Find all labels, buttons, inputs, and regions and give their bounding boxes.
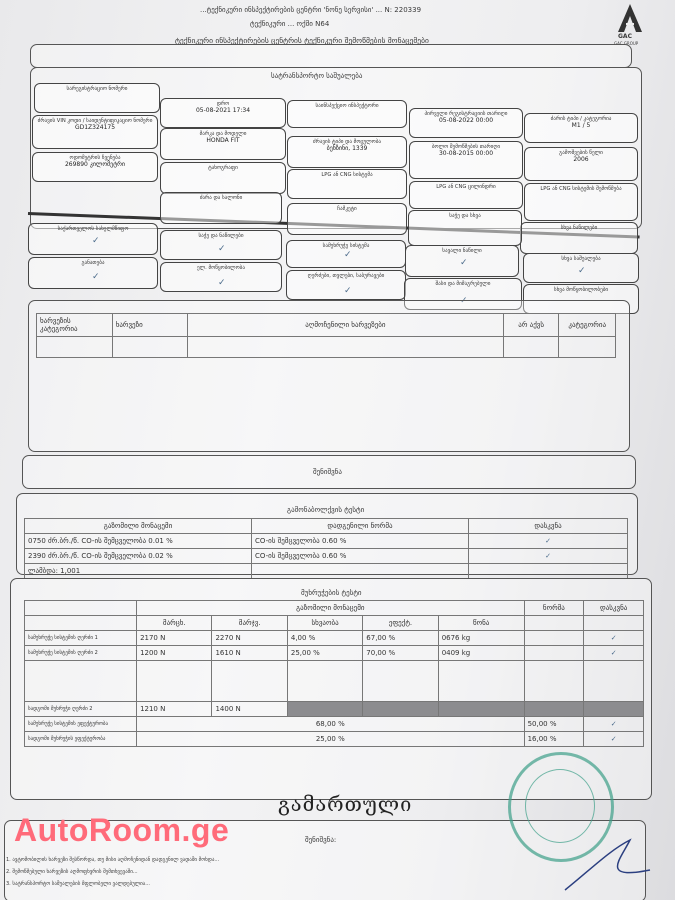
field-manufacture-year: გამოშვების წელი 2006 <box>524 147 638 181</box>
check-b-5: განათება <box>28 257 158 289</box>
brakes-title: მუხრუჭების ტესტი <box>301 589 362 597</box>
signature-icon <box>560 830 660 900</box>
check-c-1: ღერძები, თვლები, საბურავები <box>286 270 406 300</box>
checkmark-icon: ✓ <box>460 296 468 306</box>
check-c-3: სხვა მოწყობილობები <box>523 284 639 314</box>
emissions-row-measured: 0750 ძრ.ბრ./წ. CO-ის შემცველობა 0.01 % <box>25 534 252 549</box>
brakes-row-diff: 25,00 % <box>287 646 362 661</box>
brakes-row-right: 2270 N <box>212 631 287 646</box>
emissions-col-result: დასკვნა <box>469 519 628 534</box>
brakes-total-norm: 50,00 % <box>524 717 584 732</box>
brakes-measured-header: გაზომილი მონაცემი <box>137 601 525 616</box>
checkmark-icon: ✓ <box>469 534 628 549</box>
defects-col-description: აღმოჩენილი ხარვეზები <box>187 314 503 337</box>
brakes-row-label: სამუხრუჭე სისტემის ღერძი 2 <box>25 646 137 661</box>
field-lpg-check: LPG ან CNG სისტემის შემოწმება <box>524 183 638 221</box>
checkmark-icon: ✓ <box>218 244 226 254</box>
brakes-park-norm: 16,00 % <box>524 732 584 747</box>
check-b-1: ძარა და სალონი <box>160 192 282 224</box>
vehicle-section-title: სატრანსპორტო საშუალება <box>271 72 363 80</box>
checkmark-icon: ✓ <box>584 646 644 661</box>
brakes-col-left: მარცხ. <box>137 616 212 631</box>
check-a-4: სავალი ნაწილი <box>405 245 519 277</box>
check-b-4: სხვა საშუალება <box>523 253 639 283</box>
brakes-row-diff: 4,00 % <box>287 631 362 646</box>
field-first-registration: პირველი რეგისტრაციის თარიღი 05-08-2022 00:00 <box>409 108 523 138</box>
brand-sub: GAC GROUP <box>614 41 639 46</box>
check-a-5: სხვა ნაწილები <box>520 222 638 254</box>
brakes-col-result: დასკვნა <box>584 601 644 616</box>
brakes-col-right: მარჯვ. <box>212 616 287 631</box>
autoroom-logo: AutoRoom.ge <box>14 812 230 848</box>
checkmark-icon: ✓ <box>344 250 352 260</box>
brakes-row-left: 1200 N <box>137 646 212 661</box>
emissions-col-norm: დადგენილი ნორმა <box>252 519 469 534</box>
emissions-title: გამონაბოლქვის ტესტი <box>287 506 365 514</box>
gac-logo-icon <box>612 2 648 34</box>
checkmark-icon: ✓ <box>460 258 468 268</box>
brakes-row-label: სამუხრუჭე სისტემის ღერძი 1 <box>25 631 137 646</box>
checkmark-icon: ✓ <box>92 236 100 246</box>
brand-label: GAC <box>618 33 632 40</box>
defects-col-ok: არ აქვს <box>503 314 559 337</box>
brakes-col-norm: ნორმა <box>524 601 584 616</box>
checkmark-icon: ✓ <box>584 717 644 732</box>
brakes-row-eff: 67,00 % <box>363 631 438 646</box>
field-tachograph: ტახოგრაფი <box>160 162 286 194</box>
check-b-3: საჭე და სხვა <box>408 210 522 246</box>
header-line1: ...ტექნიკური ინსპექტირების ცენტრი 'ნონე სერვისი' ... N: 220339 <box>200 6 422 14</box>
checkmark-icon: ✓ <box>344 286 352 296</box>
emissions-row-measured: 2390 ძრ.ბრ./წ. CO-ის შემცველობა 0.02 % <box>25 549 252 564</box>
field-odometer: ოდომეტრის ჩვენება 269890 კილომეტრი <box>32 152 158 182</box>
check-b-6: ელ. მოწყობილობა <box>160 262 282 292</box>
defects-col-category: ხარვეზის კატეგორია <box>37 314 113 337</box>
brakes-row-left: 2170 N <box>137 631 212 646</box>
brakes-park-eff: 25,00 % <box>137 732 525 747</box>
brakes-row-mass: 0409 kg <box>438 646 524 661</box>
field-lpg-cylinder: LPG ან CNG ცილინდრი <box>409 181 523 209</box>
check-a-2: საჭე და ნაწილები <box>160 230 282 260</box>
emissions-row-norm: CO-ის შემცველობა 0.60 % <box>252 534 469 549</box>
footer-line-3: 3. სატრანსპორტო საშუალების მფლობელი ვალდებულია... <box>6 881 150 887</box>
checkmark-icon: ✓ <box>218 278 226 288</box>
brakes-row-left: 1210 N <box>137 702 212 717</box>
header-frame <box>30 44 632 68</box>
defects-col-cat: კატეგორია <box>559 314 616 337</box>
field-last-inspection: ბოლო შემოწმების თარიღი 30-08-2015 00:00 <box>409 141 523 179</box>
footer-title: შენიშვნა: <box>305 836 337 844</box>
checkmark-icon: ✓ <box>469 549 628 564</box>
field-registration-number: სარეგისტრაციო ნომერი <box>34 83 160 113</box>
brakes-row-right: 1400 N <box>212 702 287 717</box>
check-a-3: სამუხრუჭე სისტემა <box>286 240 406 268</box>
check-a-1: საქართველოს სახელმწიფო <box>28 223 158 255</box>
field-make-model: მარკა და მოდელი HONDA FIT <box>160 128 286 160</box>
brakes-total-eff: 68,00 % <box>137 717 525 732</box>
checkmark-icon: ✓ <box>584 732 644 747</box>
emissions-row-norm: CO-ის შემცველობა 0.60 % <box>252 549 469 564</box>
emissions-col-measured: გაზომილი მონაცემი <box>25 519 252 534</box>
brakes-col-mass: წონა <box>438 616 524 631</box>
checkmark-icon: ✓ <box>578 266 586 276</box>
emissions-lambda: ლამბდა: 1,001 <box>25 564 252 579</box>
inspection-result: გამართული <box>278 792 413 816</box>
field-body-type: ძარის ტიპი / კატეგორია M1 / 5 <box>524 113 638 143</box>
brakes-row-right: 1610 N <box>212 646 287 661</box>
field-engine: ძრავის ტიპი და მოცულობა ბენზინი, 1339 <box>287 136 407 168</box>
brakes-row-label: სადგომი მუხრუჭი ღერძი 2 <box>25 702 137 717</box>
notes-section <box>22 455 636 489</box>
defects-table <box>36 313 616 358</box>
brakes-park-label: სადგომი მუხრუჭის ეფექტურობა <box>25 732 137 747</box>
field-lpg-system: LPG ან CNG სისტემა <box>287 169 407 199</box>
brakes-table <box>24 600 644 747</box>
brakes-col-diff: სხვაობა <box>287 616 362 631</box>
notes-title: შენიშვნა <box>313 468 342 476</box>
emissions-table <box>24 518 628 579</box>
footer-line-1: 1. ავტომობილის ხარვეზი შესწორდა, თუ მისი აღმოჩენიდან დადგენილ ვადაში მოხდა... <box>6 857 220 863</box>
field-vin: ძრავის VIN კოდი / საიდენტიფიკაციო ნომერი GD1Z324175 <box>32 115 158 149</box>
brakes-total-label: სამუხრუჭე სისტემის ეფექტურობა <box>25 717 137 732</box>
header-line2: ტექნიკური ... ოქმი N64 <box>250 20 330 28</box>
defects-col-defect: ხარვეზი <box>112 314 187 337</box>
checkmark-icon: ✓ <box>92 272 100 282</box>
field-inspector: საინსპექციო ინსპექტორი <box>287 100 407 128</box>
check-b-2: ჩამკეტი <box>287 203 407 235</box>
brakes-row-eff: 70,00 % <box>363 646 438 661</box>
check-c-2: შასი და მიმაგრებული <box>404 278 522 310</box>
field-date-time: დრო 05-08-2021 17:34 <box>160 98 286 128</box>
checkmark-icon: ✓ <box>584 631 644 646</box>
brakes-col-eff: ეფექტ. <box>363 616 438 631</box>
footer-line-2: 2. შემოწმებული ხარვეზის აღმოფხვრის შემთხვევაში... <box>6 869 138 875</box>
brakes-row-mass: 0676 kg <box>438 631 524 646</box>
header-line3: ტექნიკური ინსპექტირების ცენტრის ტექნიკური შემოწმების მონაცემები <box>175 36 429 45</box>
